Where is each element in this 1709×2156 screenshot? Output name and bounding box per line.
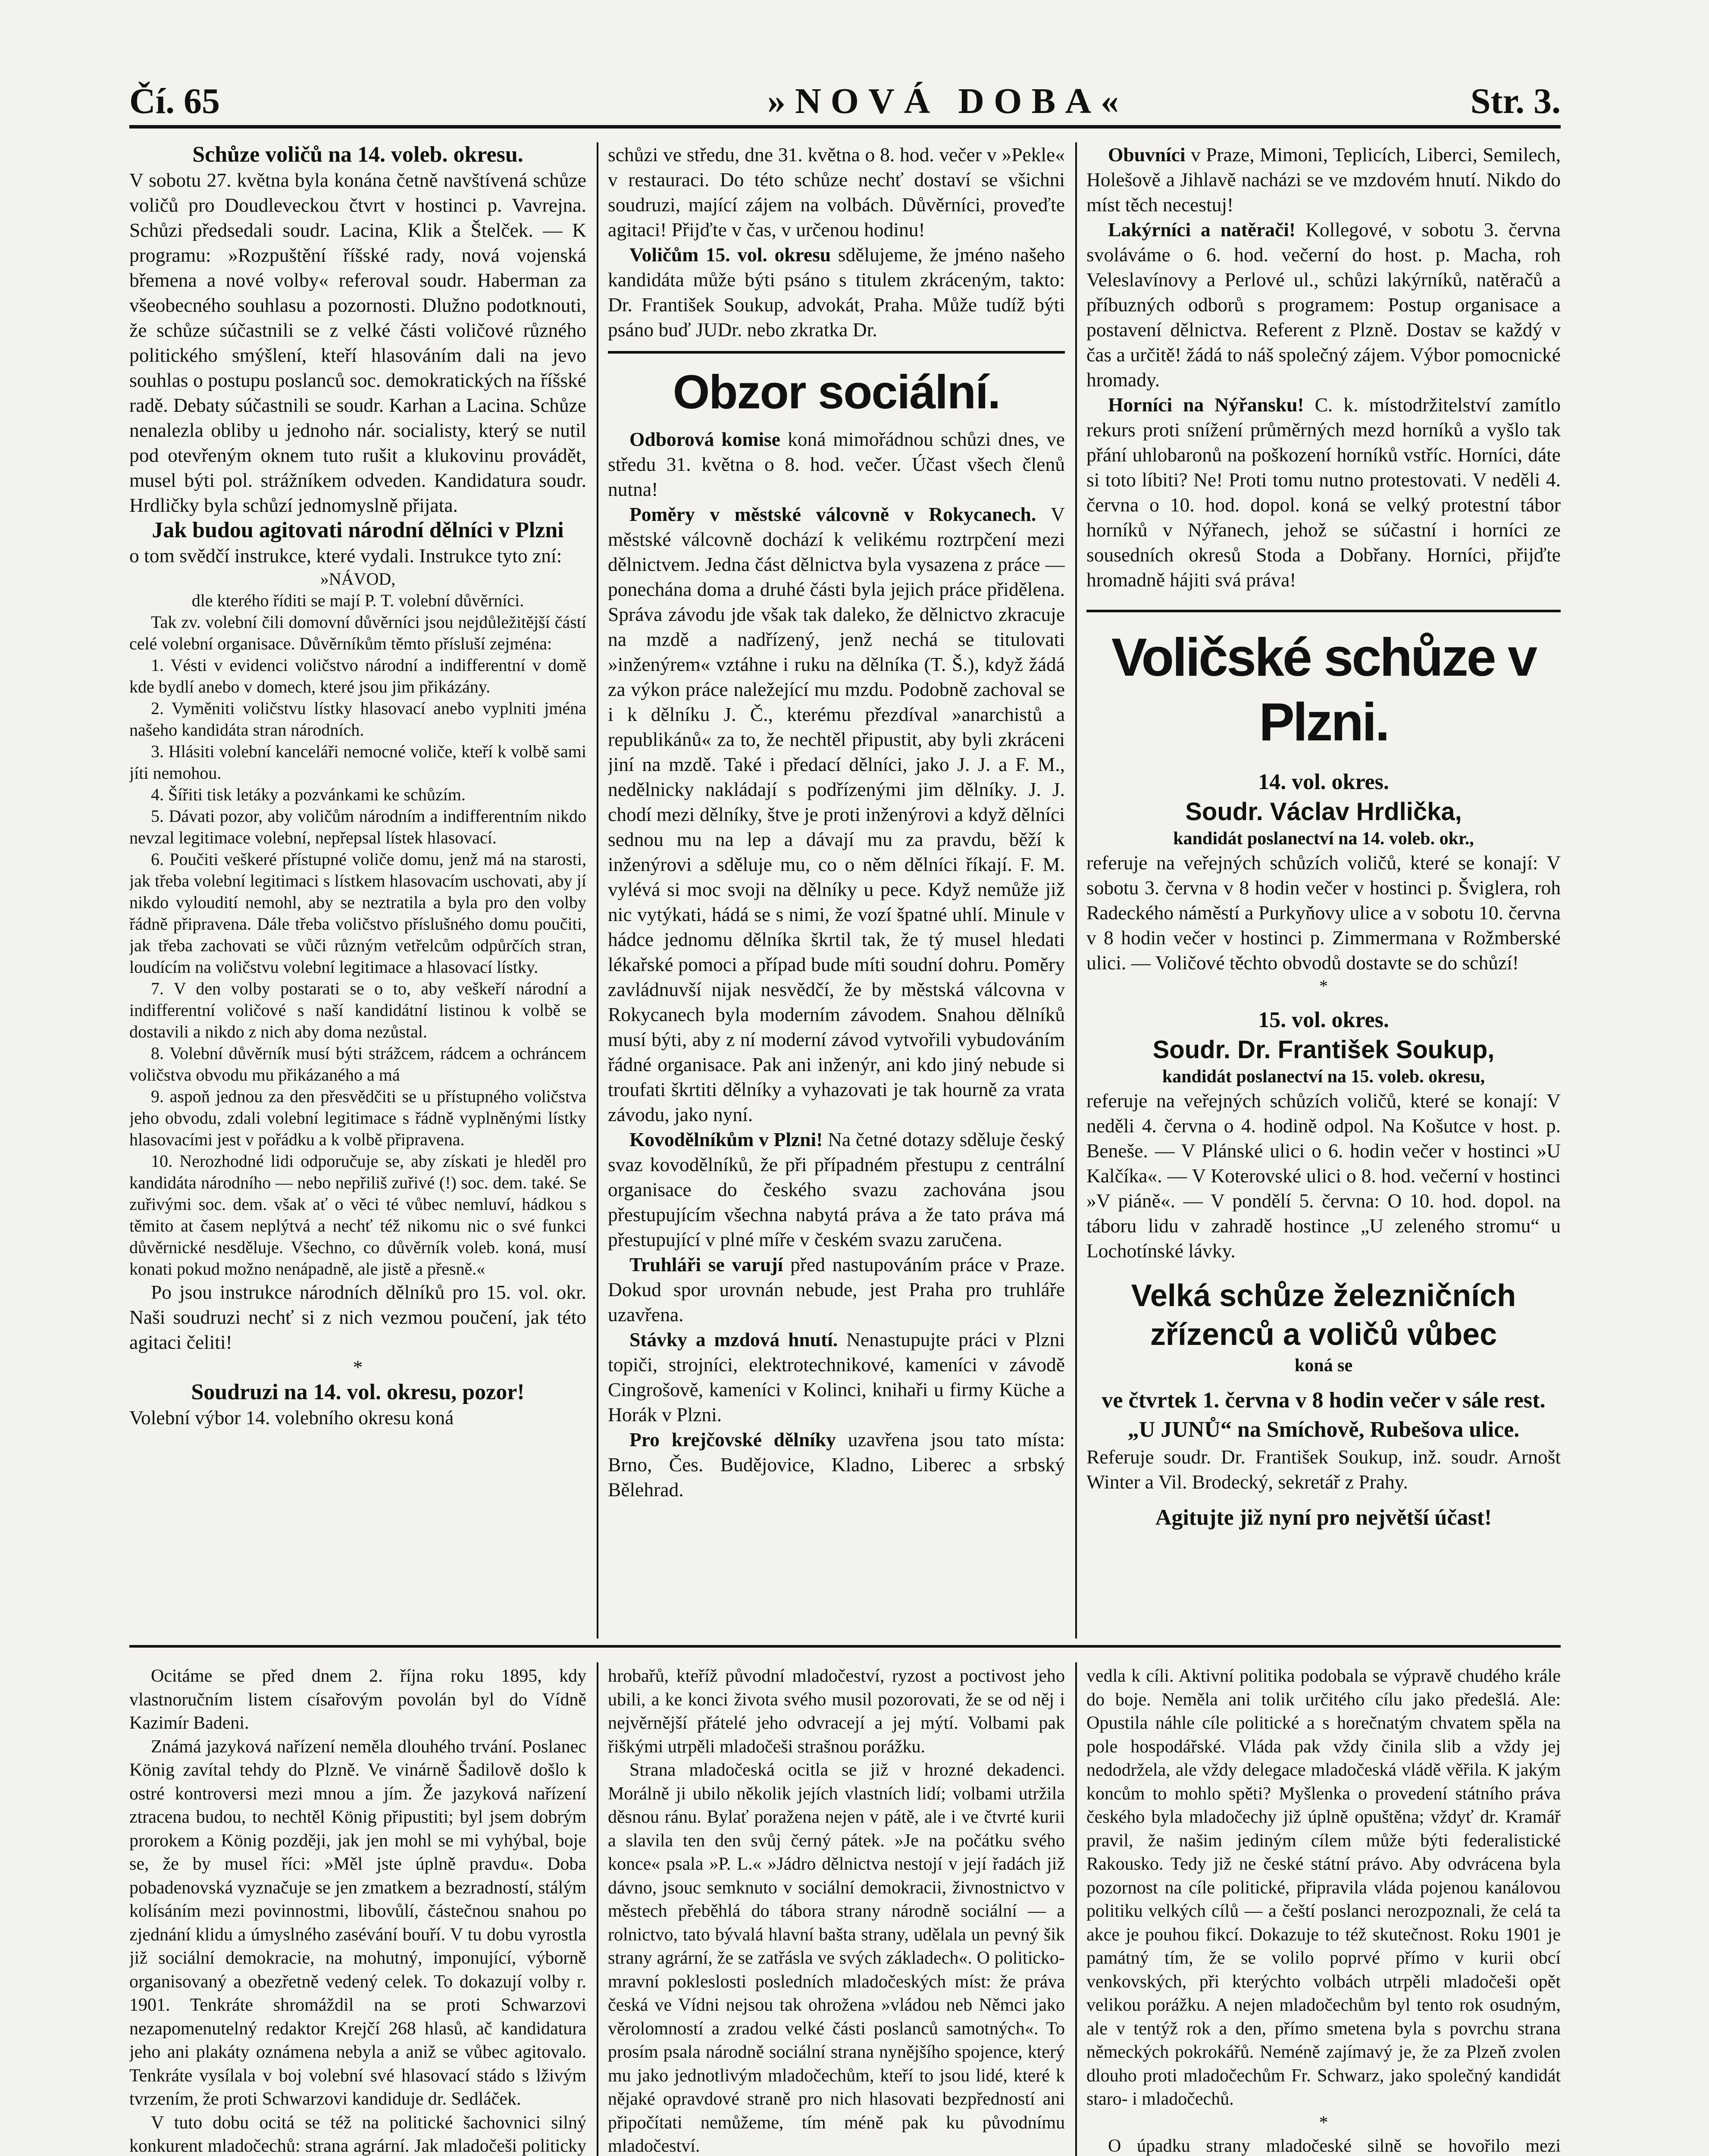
section-divider — [129, 1645, 1561, 1648]
article-national-workers — [129, 518, 586, 543]
lower-column-rule-2 — [1075, 1662, 1077, 2156]
headline: Jak budou agitovati národní dělníci v Plzni — [152, 518, 564, 542]
section-title-social: Obzor sociální. — [608, 351, 1065, 423]
separator-star: * — [1319, 2112, 1328, 2133]
article-voters-15 — [608, 242, 1065, 342]
railway-meeting-heading: Velká schůze železničních zřízenců a voličů vůbec — [1131, 1279, 1516, 1352]
article-strikes — [608, 1327, 1065, 1427]
article-text: referuje na veřejných schůzích voličů, které se konají: V sobotu 3. června v 8 hodin večer v hostinci p. Šviglera, roh Radeckého náměstí a Purkyňovy ulice a v sobotu 10. června v 8 hodin večer v hostinci p. Zimmermana v Rožmberské ulici. — Voličové těchto obvodů dostavte se do schůzí! — [1086, 852, 1561, 974]
column-2 — [608, 142, 1065, 1630]
article-text: Nenastupujte práci v Plzni topiči, strojníci, elektrotechnikové, kameníci v závodě Cingrošově, kameníci v Kolinci, knihaři u firmy Küche a Horák v Plzni. — [608, 1329, 1065, 1426]
article-text: V sobotu 27. května byla konána četně navštívená schůze voličů pro Doudleveckou čtvrt v hostinci p. Vavrejna. Schůzi předsedali soudr. Lacina, Klik a Štelček. — K programu: »Rozpuštění říšské rady, nová vojenská břemena a nové volby« referoval soudr. Haberman za všeobecného souhlasu a pozornosti. Dlužno podotknouti, že schůze súčastnili se z velké části voličové různého politického smýšlení, kteří hlasováním dali na jevo souhlas o postupu poslanců soc. demokratických na říšské radě. Debaty súčastnili se soudr. Karhan a Lacina. Schůze nenalezla obliby u jednoho nár. socialisty, který se nutil pod otevřeným oknem tuto rušit a klukovinu provádět, musel býti pol. strážníkem odveden. Kandidatura soudr. Hrdličky byla schůzí jednomyslně přijata. — [129, 169, 586, 516]
article-text: Referuje soudr. Dr. František Soukup, inž. soudr. Arnošt Winter a Vil. Brodecký, sekretář z Prahy. — [1086, 1446, 1561, 1493]
article-text: sdělujeme, že jméno našeho kandidáta může býti psáno s titulem zkráceným, takto: Dr. František Soukup, advokát, Praha. Může tudíž býti psáno buď JUDr. nebo zkratka Dr. — [608, 244, 1065, 341]
instruction-item: 1. Vésti v evidenci voličstvo národní a indifferentní v domě kde bydlí anebo v domech, které jsou jim přikázány. — [129, 655, 586, 696]
headline: Horníci na Nýřansku! — [1108, 394, 1304, 416]
headline: Truhláři se varují — [629, 1253, 783, 1275]
candidate-14-subtitle: kandidát poslanectví na 14. voleb. okr., — [1173, 829, 1474, 849]
instruction-item: 3. Hlásiti volební kanceláři nemocné voliče, kteří k volbě sami jíti nemohou. — [129, 742, 586, 783]
article-text: v Praze, Mimoni, Teplicích, Liberci, Semilech, Holešově a Jihlavě nacházi se ve mzdovém hnutí. Nikdo do míst těch necestuj! — [1086, 144, 1561, 216]
feuilleton-text: Ocitáme se před dnem 2. října roku 1895, kdy vlastnoručním listem císařovým povolán byl do Vídně Kazimír Badeni. — [129, 1666, 586, 1733]
headline: Stávky a mzdová hnutí. — [629, 1329, 838, 1351]
column-rule-1 — [597, 142, 598, 1639]
article-comrades-14 — [129, 1380, 586, 1405]
lower-column-rule-1 — [597, 1662, 598, 2156]
lower-column-3 — [1086, 1664, 1561, 2156]
article-shoemakers — [1086, 142, 1561, 217]
feuilleton-text: hrobařů, kteříž původní mladočeství, ryzost a poctivost jeho ubili, a ke konci života svého musil pozorovati, že se od něj i nejvěrnější přátelé jeho odvracejí a jej mýtí. Volbami pak řiškými utrpěli mladočeši strašnou porážku. — [608, 1666, 1065, 1757]
separator-star: * — [353, 1356, 363, 1378]
article-text: před nastupováním práce v Praze. Dokud spor urovnán nebude, jest Praha pro truhláře uzavřena. — [608, 1253, 1065, 1326]
banner-voter-meetings: Voličské schůze v Plzni. — [1086, 610, 1561, 755]
instruction-item: 5. Dávati pozor, aby voličům národním a indifferentním nikdo nevzal legitimace volební, nepřepsal lístek hlasovací. — [129, 806, 586, 847]
candidate-14-name: Soudr. Václav Hrdlička, — [1185, 798, 1462, 826]
lower-column-1 — [129, 1664, 586, 2156]
feuilleton-text: V tuto dobu ocitá se též na politické šachovnici silný konkurent mladočechů: strana agrární. Jak mladočeši politicky — [129, 2112, 586, 2156]
headline: Kovodělníkům v Plzni! — [629, 1128, 823, 1150]
article-text: Kollegové, v sobotu 3. června svoláváme o 6. hod. večerní do host. p. Macha, roh Veleslavínovy a Perlové ul., schůzi lakýrníků, natěračů a příbuzných odborů s programem: Postup organisace a postavení dělnictva. Referent z Plzně. Dostav se každý v čas a určitě! žádá to náš společný zájem. Výbor pomocnické hromady. — [1086, 219, 1561, 391]
article-text: Volební výbor 14. volebního okresu koná — [129, 1407, 454, 1429]
call-to-action: Agitujte již nyní pro největší účast! — [1155, 1505, 1492, 1530]
headline: Odborová komise — [629, 428, 780, 450]
article-miners — [1086, 392, 1561, 592]
article-painters — [1086, 217, 1561, 392]
article-text: Na četné dotazy sděluje český svaz kovodělníků, že při případném přestupu z centrální organisace do českého svazu zachována jsou přestupujícím všechna nabytá práva a že tato práva má přestupující v plné míře v českém svazu zaručena. — [608, 1128, 1065, 1250]
masthead-title: »NOVÁ DOBA« — [767, 81, 1129, 121]
article-voters-meeting-14 — [129, 142, 586, 168]
instructions-subtitle: dle kterého říditi se mají P. T. volební důvěrníci. — [191, 591, 524, 610]
column-rule-2 — [1075, 142, 1077, 1639]
lower-column-2 — [608, 1664, 1065, 2156]
headline: Soudruzi na 14. vol. okresu, pozor! — [191, 1380, 525, 1404]
instruction-item: 2. Vyměniti voličstvu lístky hlasovací anebo vyplniti jména našeho kandidáta stran národních. — [129, 699, 586, 740]
feuilleton-text: O úpadku strany mladočeské silně se hovořilo mezi — [1108, 2136, 1561, 2156]
instruction-item: 7. V den volby postarati se o to, aby veškeří národní a indifferentní voličové s naší kandidátní listinou k volbě se dostavili a nikdo z nich aby doma nezůstal. — [129, 979, 586, 1041]
article-text: Po jsou instrukce národních dělníků pro 15. vol. okr. Naši soudruzi nechť si z nich vezmou poučení, jak této agitaci čeliti! — [129, 1281, 586, 1353]
railway-meeting-when: ve čtvrtek 1. června v 8 hodin večer v sále rest. „U JUNŮ“ na Smíchově, Rubešova ulice. — [1102, 1388, 1546, 1442]
district-15-heading: 15. vol. okres. — [1258, 1008, 1389, 1032]
instruction-item: 10. Nerozhodné lidi odporučuje se, aby získati je hleděl pro kandidáta národního — nebo nepřiliš zuřivé (!) soc. dem. také. Se zuřivými soc. dem. však ať o věci té vůbec nemluví, hádkou s těmito at časem neplýtvá a nechť též nikomu nic o své funkci důvěrnické nesděluje. Všechno, co důvěrník voleb. koná, musí konati pokud možno nenápadně, ale jistě a přesně.« — [129, 1151, 586, 1279]
headline: Lakýrníci a natěrači! — [1108, 219, 1296, 241]
article-text: referuje na veřejných schůzích voličů, které se konají: V neděli 4. června o 4. hodině odpol. Na Košutce v host. p. Beneše. — V Plánské ulici o 6. hodin večer v hostinci »U Kalčíka«. — V Koterovské ulici o 8. hod. večerní v hostinci »V piáně«. — V pondělí 5. června: O 10. hod. dopol. na táboru lidu v zahradě hostince „U zeleného stromu“ u Lochotínské lávky. — [1086, 1090, 1561, 1262]
article-text: V městské válcovně dochází k velikému roztrpčení mezi dělnictvem. Jedna část dělnictva byla vysazena z práce — ponechána doma a druhé části byla jejich práce přidělena. Správa závodu jde však tak daleko, že dělnictvo zkracuje na mzdě a nadřízený, jenž nechá se titulovati »inženýrem« vztáhne i ruku na dělníka (T. Š.), když žádá za výkon práce naležející mu mzdu. Podobně zachoval se i k dělníku J. Č., kterému přezdíval »anarchistů a republikánů« za to, že nechtěl připustit, aby byli zkráceni jiní na mzdě. Také i předací dělníci, jako J. J. a F. M., nedělnicky nakládají s podřízenými jim dělníky. J. J. chodí mezi dělníky, štve je proti inženýrovi a když dělníci sednou mu na lep a dávají mu za pravdu, běží k inženýrovi a sděluje mu, co o něm dělníci říkají. F. M. vylévá si moc svoji na dělníky u pece. Když nemůže již nic vytýkati, hádá se s nimi, že vozí špatné uhlí. Minule v hádce jednomu dělníka škrtil tak, že tý musel hledati lékařské pomoci a případ bude míti soudní dohru. Poměry zavládnuvší nijak nesvědčí, že by městská válcovna v Rokycanech byla moderním závodem. Snahou dělníků musí býti, aby z ní moderní závod vytvořili vybudováním řádné organisace. Pak ani inženýr, ani kdo jiný nebude si troufati škrtiti dělníky a vyhazovati je tak hourně za vrata závodu, jako nyní. — [608, 503, 1065, 1125]
article-carpenters — [608, 1252, 1065, 1327]
headline: Schůze voličů na 14. voleb. okresu. — [192, 142, 523, 167]
instruction-item: 8. Volební důvěrník musí býti strážcem, rádcem a ochráncem voličstva obvodu mu přikázaného a má — [129, 1044, 586, 1084]
issue-number: Čí. 65 — [129, 81, 220, 121]
article-text: koná mimořádnou schůzi dnes, ve středu 31. května o 8. hod. večer. Účast všech členů nutna! — [608, 428, 1065, 500]
candidate-15-subtitle: kandidát poslanectví na 15. voleb. okresu, — [1162, 1067, 1485, 1087]
feuilleton-text: vedla k cíli. Aktivní politika podobala se výpravě chudého krále do boje. Neměla ani tolik určitého cílu jako předešlá. Ale: Opustila náhle cíle politické a s horečnatým chvatem spěla na pole hospodářské. Vláda pak vždy činila slib a vždy jej nedodržela, ale vždy delegace mladočeská vládě věřila. K jakým koncům to mohlo spěti? Myšlenka o provedení státního práva českého byla mladočechy již úplně opuštěna; vždyť dr. Kramář pravil, že našim jediným cílem může býti federalistické Rakousko. Tedy již ne české státní právo. Aby odvrácena byla pozornost na cíle politické, připravila vláda pojenou kanálovou politiku velkých cílů — a čeští poslanci nerozpoznali, že celá ta akce je pouhou fikcí. Dokazuje to též skutečnost. Roku 1901 je památný tím, že se volilo poprvé přímo v kurii obcí venkovských, při kterýchto volbách utrpěli mladočeši opět velikou porážku. A nejen mladočechům byl tento rok osudným, ale v tentýž rok a den, přímo smetena byla s povrchu strana německých pokrokářů. Neméně zajímavý je, že za Plzeň zvolen dlouho proti mladočechům Fr. Schwarz, jako společný kandidát staro- i mladočechů. — [1086, 1666, 1561, 2109]
article-metalworkers — [608, 1127, 1065, 1252]
page-number: Str. 3. — [1470, 81, 1561, 121]
feuilleton-text: Známá jazyková nařízení neměla dlouhého trvání. Poslanec König zavítal tehdy do Plzně. Ve vinárně Šadilově došlo k ostré kontroversi mezi mnou a jím. Že jazyková nařízení ztracena budou, to nechtěl König připustiti; byl jsem dobrým prorokem a König později, jak jen mohl se mi vyhýbal, boje se, že by musel říci: »Měl jste úplně pravdu«. Doba pobadenovská vyznačuje se jen zmatkem a bezradností, stálým kolísáním mezi povinnostmi, libovůlí, částečnou snahou po zjednání klidu a úmyslného zasévání bouří. V tu dobu vyrostla již sociální demokracie, na mohutný, imponující, výborně organisovaný a obezřetně vedený celek. To dokazují volby r. 1901. Tenkráte shromáždil na se proti Schwarzovi nezapomenutelný redaktor Krejčí 268 hlasů, ač kandidatura jeho ani plakáty oznámena nebyla a aniž se vůbec agitovalo. Tenkráte vysílala v boj volební své hlasovací stádo s lživým tvrzením, že proti Schwarzovi kandiduje dr. Sedláček. — [129, 1736, 586, 2109]
article-text: C. k. místodržitelství zamítlo rekurs proti snížení průměrných mezd horníků a vyšlo tak přání uhlobaronů na poškození horníků vstříc. Horníci, dáte si toto líbiti? Ne! Proti tomu nutno protestovati. V neděli 4. června o 10. hod. dopol. koná se velký protestní tábor horníků v Nýřanech, jehož se súčastní i horníci ze sousedních okresů Stoda a Dobřany. Horníci, přijďte hromadně hájiti svá práva! — [1086, 394, 1561, 591]
headline: Obuvníci — [1108, 144, 1186, 166]
headline: Poměry v městské válcovně v Rokycanech. — [629, 503, 1036, 525]
article-text: o tom svědčí instrukce, které vydali. Instrukce tyto zní: — [129, 545, 562, 567]
candidate-15-name: Soudr. Dr. František Soukup, — [1152, 1036, 1495, 1064]
district-14-heading: 14. vol. okres. — [1258, 770, 1389, 794]
headline: Pro krejčovské dělníky — [629, 1429, 836, 1451]
headline: Voličům 15. vol. okresu — [629, 244, 831, 266]
article-tailors — [608, 1427, 1065, 1502]
instructions-title: »NÁVOD, — [320, 569, 396, 589]
article-rokycany — [608, 502, 1065, 1127]
article-union-commission — [608, 427, 1065, 502]
separator-star: * — [1319, 976, 1328, 996]
column-3 — [1086, 142, 1561, 1630]
column-1 — [129, 142, 586, 1630]
railway-meeting-sub: koná se — [1294, 1356, 1353, 1376]
instruction-item: 4. Šířiti tisk letáky a pozvánkami ke schůzím. — [151, 785, 466, 804]
instruction-item: 6. Poučiti veškeré přístupné voliče domu, jenž má na starosti, jak třeba volební legitimaci s lístkem hlasovacím uschovati, aby jí nikdo vyloudití nemohl, aby se neztratila a byla pro den volby řádně připravena. Dále třeba voličstvo příslušného domu poučiti, jak třeba zachovati se vůči různým vetřelcům odpůrčích stran, loudícím na voličstvu volební legitimace a hlasovací lístky. — [129, 849, 586, 977]
page-header — [129, 78, 1561, 128]
article-text: schůzi ve středu, dne 31. května o 8. hod. večer v »Pekle« v restauraci. Do této schůze nechť dostaví se všichni soudruzi, mající zájem na volbách. Důvěrníci, proveďte agitaci! Přijďte v čas, v určenou hodinu! — [608, 144, 1065, 241]
instructions-intro: Tak zv. volební čili domovní důvěrníci jsou nejdůležitější částí celé volební organisace. Důvěrníkům těmto přísluší zejména: — [129, 612, 586, 653]
article-text: uzavřena jsou tato místa: Brno, Čes. Budějovice, Kladno, Liberec a srbský Bělehrad. — [608, 1429, 1065, 1501]
feuilleton-text: Strana mladočeská ocitla se již v hrozné dekadenci. Morálně ji ubilo několik jejích vlastních lidí; volbami utržila děsnou ránu. Bylať poražena nejen v pátě, ale i ve čtvrté kurii a slavila ten den svůj černý pátek. »Je na počátku svého konce« psala »P. L.« »Jádro dělnictva nestojí v její řadách již dávno, jsouc semknuto v sociální demokracii, živnostnictvo v městech přeběhlá do tábora strany národně sociální — a rolnictvo, tato bývalá hlavní bašta strany, udělala un pevný šik strany agrární, že se zatřásla ve svých základech«. O politicko-mravní pokleslosti posledních mladočeských míst: že práva česká ve Vídni nejsou tak ohrožena »vládou neb Němci jako věrolomností a zradou velké části poslanců samotných«. To prosím psala národně sociální strana nynějšího spojence, který mu jako jednotlivým mladočechům, kteří to jsou lidé, které k nějaké opravdové straně pro nich hlasovati bezpředností ani připočítati nemůžeme, tím méně pak ku původnímu mladočeství. — [608, 1760, 1065, 2156]
instruction-item: 9. aspoň jednou za den přesvědčiti se u přístupného voličstva jeho obvodu, zdali volební legitimace s řádně vyplněnými lístky hlasovacími jest v pořádku a k volbě připravena. — [129, 1087, 586, 1149]
